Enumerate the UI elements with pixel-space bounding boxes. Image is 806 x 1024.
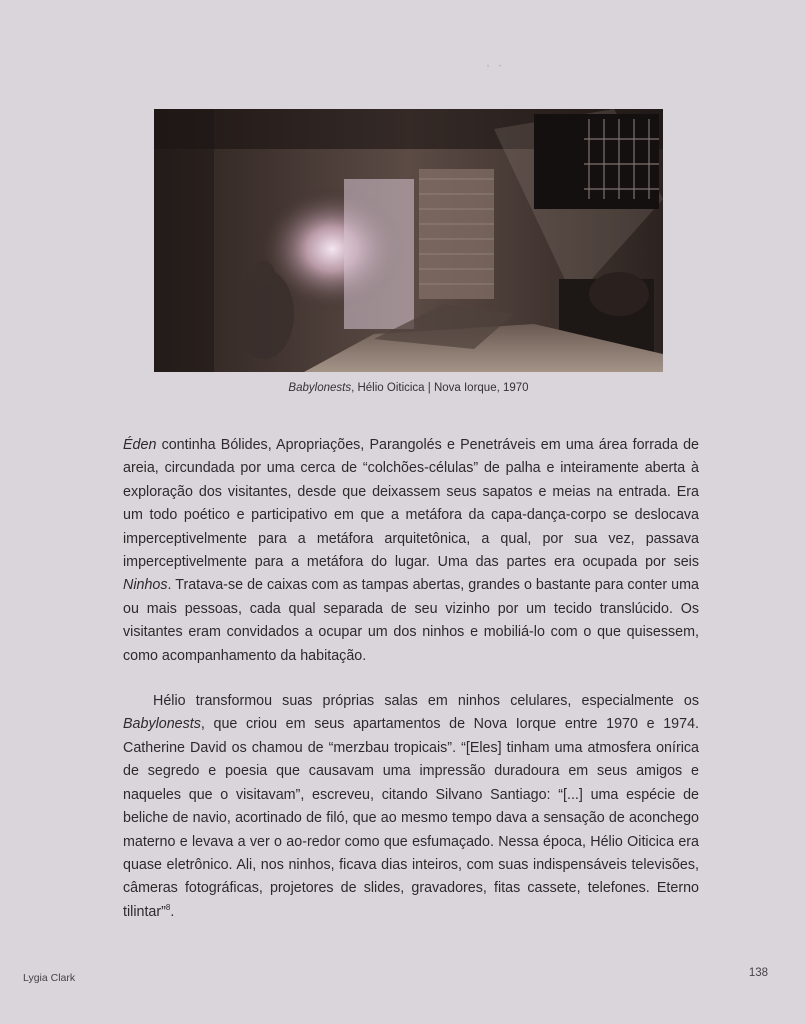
- caption-title: Babylonests: [288, 382, 352, 394]
- p1-text-1: continha Bólides, Apropriações, Parangolés e Penetráveis em uma área forrada de areia, circundada por uma cerca de “colchões-células” de palha e inteiramente aberta à exploração dos visitantes, desde que deixassem seus sapatos e meias na entrada. Era um todo poético e participativo em que a metáfora da capa-dança-corpo se deslocava imperceptivelmente para a metáfora arquitetônica, a qual, por sua vez, passava imperceptivelmente para a metáfora do lugar. Uma das partes era ocupada por seis: [123, 437, 699, 571]
- p2-text-1: Hélio transformou suas próprias salas em ninhos celulares, especialmente os: [153, 693, 699, 710]
- p1-text-2: . Tratava-se de caixas com as tampas abertas, grandes o bastante para conter uma ou mais pessoas, cada qual separada de seu vizinho por um tecido translúcido. Os visitantes eram convidados a ocupar um dos ninhos e mobiliá-lo com o que quisessem, como acompanhamento da habitação.: [123, 577, 699, 664]
- p1-emphasis-eden: Éden: [123, 437, 157, 453]
- p1-emphasis-ninhos: Ninhos: [123, 577, 168, 594]
- running-footer-author: Lygia Clark: [23, 972, 76, 984]
- babylonests-photo: [154, 109, 663, 372]
- page-number: 138: [748, 967, 768, 979]
- caption-details: , Hélio Oiticica | Nova Iorque, 1970: [351, 382, 529, 394]
- p2-text-3: .: [170, 903, 175, 920]
- paragraph-2: [123, 690, 699, 924]
- top-dots: • •: [487, 64, 505, 70]
- paragraph-1: [123, 434, 699, 668]
- body-text: [123, 434, 699, 924]
- p2-emphasis-babylonests: Babylonests: [123, 716, 201, 733]
- figure-caption: [154, 382, 663, 394]
- footnote-ref: 8: [165, 902, 171, 912]
- p2-text-2: , que criou em seus apartamentos de Nova Iorque entre 1970 e 1974. Catherine David os chamou de “merzbau tropicais”. “[Eles] tinham uma atmosfera onírica de segredo e poesia que causavam uma impressão duradoura em seus amigos e naqueles que o visitavam”, escreveu, citando Silvano Santiago: “[...] uma espécie de beliche de navio, acortinado de filó, que ao mesmo tempo dava a sensação de aconchego materno e levava a ver o ao-redor como que esfumaçado. Nessa época, Hélio Oiticica era quase eletrônico. Ali, nos ninhos, ficava dias inteiros, com suas indispensáveis televisões, câmeras fotográficas, projetores de slides, gravadores, fitas cassete, telefones. Eterno tilintar”: [123, 716, 699, 920]
